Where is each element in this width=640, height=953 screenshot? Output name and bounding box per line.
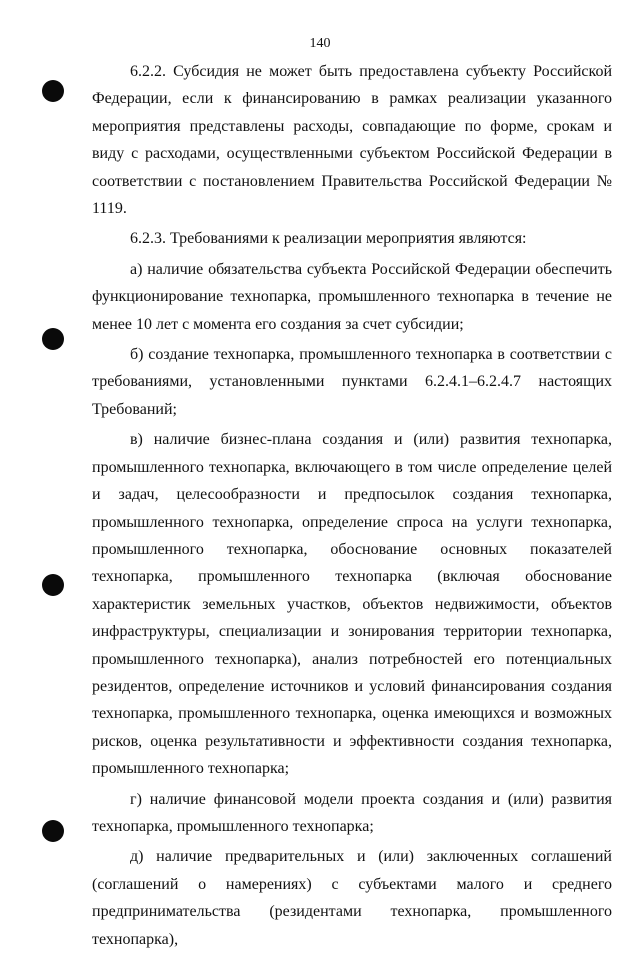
- document-body: [92, 58, 612, 953]
- page-number: 140: [309, 36, 331, 51]
- paragraph-6-2-2: 6.2.2. Субсидия не может быть предоставлена субъекту Российской Федерации, если к финансированию в рамках реализации указанного мероприятия представлены расходы, совпадающие по форме, срокам и виду с расходами, осуществленными субъектом Российской Федерации в соответствии с постановлением Правительства Российской Федерации № 1119.: [92, 63, 612, 218]
- paragraph-item-g: г) наличие финансовой модели проекта создания и (или) развития технопарка, промышленного технопарка;: [92, 790, 612, 835]
- punch-hole-mark: [42, 80, 64, 102]
- paragraph-item-b: б) создание технопарка, промышленного технопарка в соответствии с требованиями, установленными пунктами 6.2.4.1–6.2.4.7 настоящих Требований;: [92, 346, 612, 418]
- punch-hole-mark: [42, 820, 64, 842]
- paragraph-6-2-3: 6.2.3. Требованиями к реализации мероприятия являются:: [130, 230, 527, 248]
- paragraph-item-a: а) наличие обязательства субъекта Российской Федерации обеспечить функционирование технопарка, промышленного технопарка в течение не менее 10 лет с момента его создания за счет субсидии;: [92, 260, 612, 333]
- paragraph-item-v: в) наличие бизнес-плана создания и (или) развития технопарка, промышленного технопарка, включающего в том числе определение целей и задач, целесообразности и предпосылок создания технопарка, промышленного технопарка, определение спроса на услуги технопарка, промышленного технопарка, обоснование основных показателей технопарка, промышленного технопарка (включая обоснование характеристик земельных участков, объектов недвижимости, объектов инфраструктуры, специализации и зонирования территории технопарка, промышленного технопарка), анализ потребностей его потенциальных резидентов, определение источников и условий финансирования создания технопарка, промышленного технопарка, оценка имеющихся и возможных рисков, оценка результативности и эффективности создания технопарка, промышленного технопарка;: [92, 431, 612, 778]
- punch-hole-mark: [42, 574, 64, 596]
- paragraph-item-d: д) наличие предварительных и (или) заключенных соглашений (соглашений о намерениях) с субъектами малого и среднего предпринимательства (резидентами технопарка, промышленного технопарка),: [92, 848, 612, 948]
- punch-hole-mark: [42, 328, 64, 350]
